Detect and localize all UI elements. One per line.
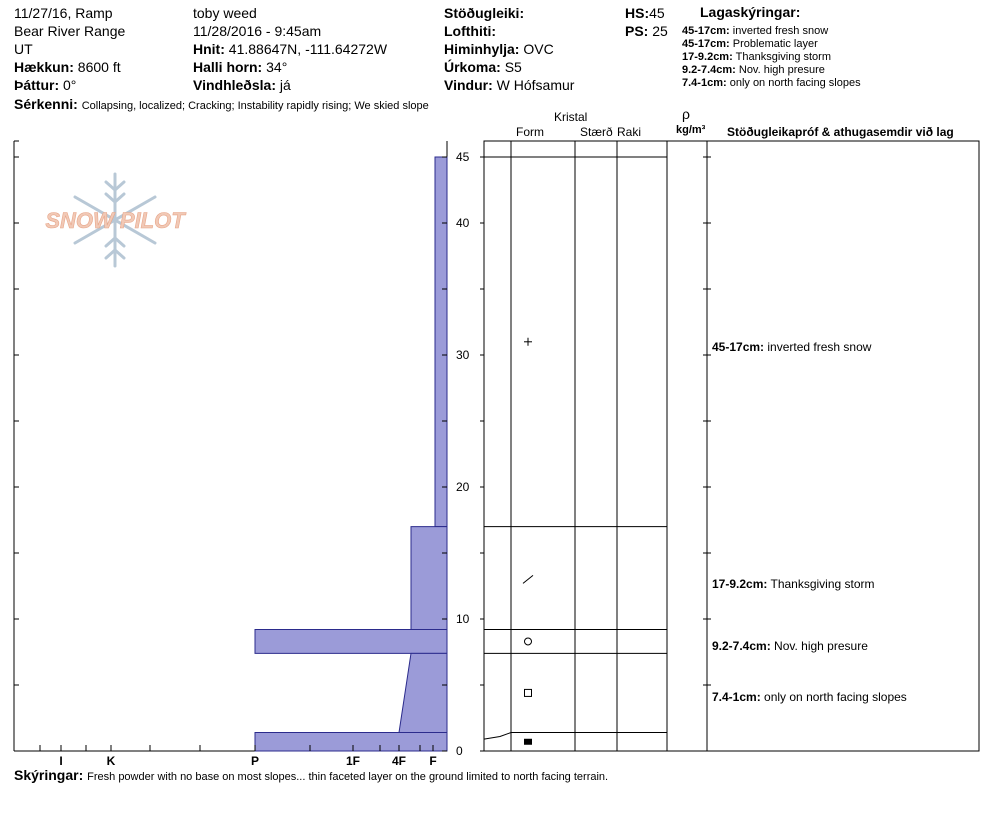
hardness-layer (435, 157, 447, 527)
layer-comment-text: only on north facing slopes (760, 690, 907, 705)
faceted-crystals-icon (525, 689, 532, 696)
coordinates-value: 41.88647N, -111.64272W (228, 41, 388, 57)
precipitation-label: Úrkoma: (444, 59, 501, 75)
hardness-tick-label: K (106, 754, 116, 768)
observation-datetime: 11/28/2016 - 9:45am (193, 23, 322, 39)
features-value: Collapsing, localized; Cracking; Instability rapidly rising; We skied slope (81, 100, 429, 112)
sky-cover-label: Himinhylja: (444, 41, 520, 57)
snow-pilot-logo (45, 174, 186, 266)
sky-cover-value: OVC (523, 41, 554, 57)
wind-value: W Hófsamur (496, 77, 575, 93)
precipitation-particles-icon (524, 338, 532, 346)
layer-comment (712, 577, 875, 591)
legend-text: Thanksgiving storm (735, 51, 831, 63)
layer-comment-text: Nov. high presure (770, 638, 868, 653)
rounded-grains-icon (525, 638, 532, 645)
aspect-value: 0° (63, 77, 77, 93)
wind-loading-label: Vindhleðsla: (193, 77, 276, 93)
layer-comment-text: inverted fresh snow (764, 340, 872, 355)
footer-label: Skýringar: (14, 767, 84, 783)
mountain-range: Bear River Range (14, 23, 126, 39)
stability-label: Stöðugleiki: (444, 5, 525, 21)
form-header: Form (516, 125, 544, 139)
hs-label: HS: (625, 5, 650, 21)
layer-comment (712, 690, 907, 704)
hardness-tick-label: P (250, 754, 260, 768)
legend-title: Lagaskýringar: (700, 4, 801, 20)
hardness-profile (255, 157, 447, 751)
left-depth-ticks (14, 141, 19, 751)
observer: toby weed (193, 5, 257, 21)
precipitation-value: S5 (504, 59, 522, 75)
legend-text: Nov. high presure (738, 64, 825, 76)
decomposing-fragments-icon (523, 575, 533, 583)
logo-text: SNOW PILOT (45, 208, 185, 233)
observation-date-location: 11/27/16, Ramp (14, 5, 113, 21)
layer-comment-text: Thanksgiving storm (767, 576, 875, 591)
elevation-label: Hækkun: (14, 59, 74, 75)
wetness-header: Raki (617, 125, 642, 139)
legend-range: 45-17cm: (682, 38, 730, 50)
wind-loading-value: já (279, 77, 291, 93)
features-label: Sérkenni: (14, 96, 78, 112)
depth-tick-label: 40 (456, 216, 470, 230)
ps-label: PS: (625, 23, 649, 39)
grain-form-symbols (523, 338, 533, 745)
elevation-value: 8600 ft (77, 59, 121, 75)
footer-text: Fresh powder with no base on most slopes... thin faceted layer on the ground limited to north facing terrain. (87, 771, 609, 783)
layer-comment-range: 7.4-1cm: (712, 690, 761, 705)
footer-notes (14, 766, 608, 786)
layer-comment-range: 17-9.2cm: (712, 576, 768, 591)
hardness-tick-label: I (59, 754, 63, 768)
hardness-layer (399, 653, 447, 732)
hardness-layer (255, 733, 447, 751)
slope-angle-label: Halli horn: (193, 59, 263, 75)
legend-range: 45-17cm: (682, 25, 730, 37)
legend-text: Problematic layer (732, 38, 818, 50)
legend-text: inverted fresh snow (732, 25, 829, 37)
hardness-tick-label: 4F (391, 754, 407, 768)
state: UT (14, 41, 33, 57)
hardness-layer (255, 630, 447, 654)
slope-angle-value: 34° (266, 59, 288, 75)
density-unit: kg/m³ (676, 124, 706, 136)
hardness-tick-label: F (429, 754, 437, 768)
legend-range: 7.4-1cm: (682, 77, 727, 89)
comments-header: Stöðugleikapróf & athugasemdir við lag (727, 125, 954, 139)
aspect-label: Þáttur: (14, 77, 60, 93)
coordinates-label: Hnit: (193, 41, 225, 57)
hs-value: 45 (649, 5, 665, 21)
layer-comment (712, 639, 868, 653)
wind-label: Vindur: (444, 77, 493, 93)
legend-text: only on north facing slopes (729, 77, 861, 89)
air-temperature-label: Lofthiti: (444, 23, 497, 39)
depth-tick-label: 0 (456, 744, 463, 758)
melt-freeze-crust-icon (524, 739, 532, 745)
depth-tick-label: 10 (456, 612, 470, 626)
layer-comment (712, 340, 871, 354)
right-depth-axis (442, 150, 711, 758)
legend-range: 9.2-7.4cm: (682, 64, 736, 76)
layer-table (484, 141, 979, 751)
depth-tick-label: 20 (456, 480, 470, 494)
hardness-tick-label: 1F (345, 754, 361, 768)
density-symbol: ρ (682, 106, 690, 122)
legend-range: 17-9.2cm: (682, 51, 733, 63)
depth-tick-label: 45 (456, 150, 470, 164)
layer-comment-range: 9.2-7.4cm: (712, 638, 771, 653)
ps-value: 25 (652, 23, 668, 39)
size-header: Stærð (580, 125, 613, 139)
hardness-layer (411, 527, 447, 630)
crystal-header: Kristal (554, 110, 588, 124)
layer-comment-range: 45-17cm: (712, 340, 765, 355)
depth-tick-label: 30 (456, 348, 470, 362)
